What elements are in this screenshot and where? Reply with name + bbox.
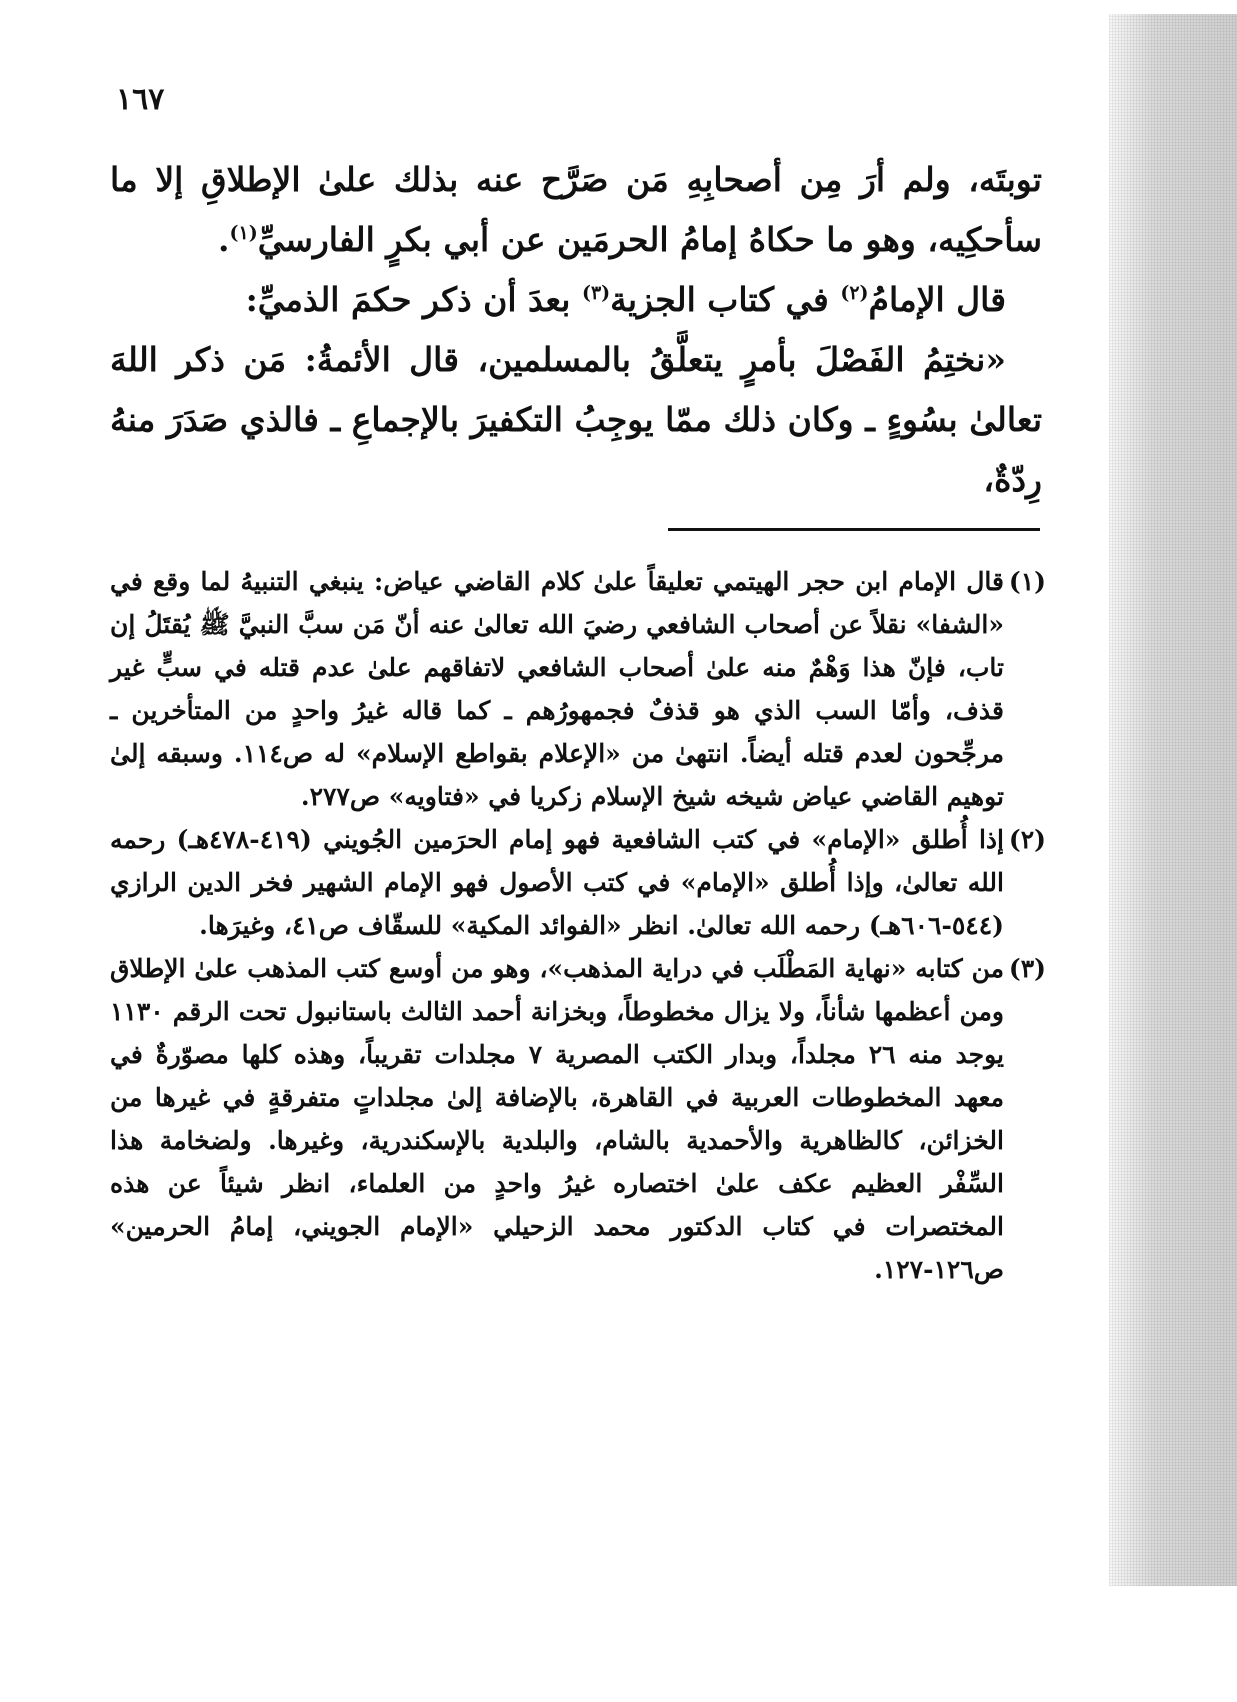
- body-paragraph-1-text: توبتَه، ولم أرَ مِن أصحابِهِ مَن صَرَّح عنه بذلك علىٰ الإطلاقِ إلا ما سأحكِيه، وهو ما حكاهُ إمامُ الحرمَين عن أبي بكرٍ الفارسيِّ: [110, 160, 1042, 259]
- footnote-text: إذا أُطلق «الإمام» في كتب الشافعية فهو إمام الحرَمين الجُويني (٤١٩-٤٧٨هـ) رحمه الله تعالىٰ، وإذا أُطلق «الإمام» في كتب الأصول فهو الإمام الشهير فخر الدين الرازي (٥٤٤-٦٠٦هـ) رحمه الله تعالىٰ. انظر «الفوائد المكية» للسقّاف ص٤١، وغيرَها.: [110, 825, 1004, 940]
- body-paragraph-2-part-a: قال الإمامُ: [868, 280, 1006, 319]
- footnote-ref-3: (٣): [581, 282, 611, 304]
- footnote-text: قال الإمام ابن حجر الهيتمي تعليقاً علىٰ كلام القاضي عياض: ينبغي التنبيهُ لما وقع في «الشفا» نقلاً عن أصحاب الشافعي رضيَ الله تعالىٰ عنه أنّ مَن سبَّ النبيَّ ﷺ يُقتَلُ إن تاب، فإنّ هذا وَهْمٌ منه علىٰ أصحاب الشافعي لاتفاقهم علىٰ عدم قتله في سبٍّ غير قذف، وأمّا السب الذي هو قذفٌ فجمهورُهم ـ كما قاله غيرُ واحدٍ من المتأخرين ـ مرجِّحون لعدم قتله أيضاً. انتهىٰ من «الإعلام بقواطع الإسلام» له ص١١٤. وسبقه إلىٰ توهيم القاضي عياض شيخه شيخ الإسلام زكريا في «فتاويه» ص٢٧٧.: [110, 567, 1005, 811]
- footnote-2: [110, 818, 1046, 947]
- scan-gutter-shadow: [1109, 14, 1237, 1586]
- body-paragraph-2: [110, 270, 1042, 330]
- footnote-text: من كتابه «نهاية المَطْلَب في دراية المذهب»، وهو من أوسع كتب المذهب علىٰ الإطلاق ومن أعظمها شأناً، ولا يزال مخطوطاً، وبخزانة أحمد الثالث باستانبول تحت الرقم ١١٣٠ يوجد منه ٢٦ مجلداً، وبدار الكتب المصرية ٧ مجلدات تقريباً، وهذه كلها مصوّرةٌ في معهد المخطوطات العربية في القاهرة، بالإضافة إلىٰ مجلداتٍ متفرقةٍ في غيرها من الخزائن، كالظاهرية والأحمدية بالشام، والبلدية بالإسكندرية، وغيرها. ولضخامة هذا السِّفْر العظيم عكف علىٰ اختصاره غيرُ واحدٍ من العلماء، انظر شيئاً عن هذه المختصرات في كتاب الدكتور محمد الزحيلي «الإمام الجويني، إمامُ الحرمين» ص١٢٦-١٢٧.: [110, 954, 1004, 1284]
- footnote-1: [110, 560, 1046, 818]
- footnotes-section: [110, 560, 1046, 1291]
- footnote-number: (١): [1008, 567, 1046, 596]
- footnote-ref-2: (٢): [840, 282, 869, 304]
- body-paragraph-2-part-b: في كتاب الجزية: [610, 280, 841, 319]
- footnote-number: (٣): [1008, 954, 1046, 983]
- footnote-separator: [668, 528, 1040, 531]
- body-paragraph-1: [110, 150, 1042, 270]
- body-paragraph-3: «نختِمُ الفَصْلَ بأمرٍ يتعلَّقُ بالمسلمين، قال الأئمةُ: مَن ذكر اللهَ تعالىٰ بسُوءٍ ـ وكان ذلك ممّا يوجِبُ التكفيرَ بالإجماعِ ـ فالذي صَدَرَ منهُ رِدّةٌ،: [110, 340, 1042, 499]
- footnote-number: (٢): [1008, 825, 1046, 854]
- page-number: ١٦٧: [116, 82, 165, 117]
- body-paragraph-1-end: .: [217, 220, 230, 259]
- main-body-text: [110, 150, 1042, 510]
- footnote-ref-1: (١): [229, 222, 258, 244]
- body-paragraph-2-part-c: بعدَ أن ذكر حكمَ الذميِّ:: [245, 280, 582, 319]
- footnote-3: [110, 947, 1046, 1291]
